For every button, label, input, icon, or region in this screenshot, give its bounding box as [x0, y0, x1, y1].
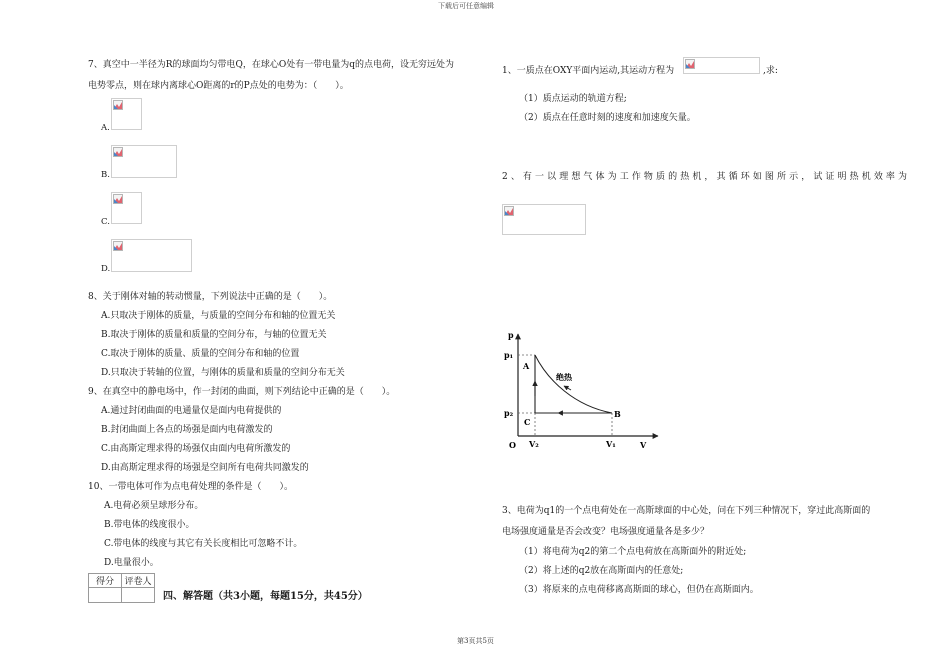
q10-option-b: B.带电体的线度很小。 [104, 520, 195, 530]
v-axis-label: V [640, 440, 647, 450]
q8-option-c: C.取决于刚体的质量、质量的空间分布和轴的位置 [101, 349, 300, 359]
q1-sub2: （2）质点在任意时刻的速度和加速度矢量。 [519, 113, 696, 123]
q7-option-b-label: B. [101, 170, 110, 180]
broken-image-icon [504, 206, 514, 216]
q7-option-a-formula-image [111, 98, 142, 130]
q3-stem-line1: 3、电荷为q1的一个点电荷处在一高斯球面的中心处，问在下列三种情况下，穿过此高斯面的 [502, 506, 871, 516]
q7-option-a-label: A. [101, 123, 110, 133]
adiabatic-curve [535, 355, 612, 413]
v1-label: V₁ [606, 439, 616, 449]
q3-stem-line2: 电场强度通量是否会改变？电场强度通量各是多少？ [502, 527, 710, 537]
pv-cycle-diagram [500, 326, 665, 454]
p1-label: p₁ [504, 350, 514, 360]
grader-cell-blank[interactable] [122, 588, 155, 603]
q7-option-b-formula-image [111, 145, 177, 178]
q1-sub1: （1）质点运动的轨道方程; [519, 94, 627, 104]
q10-option-d: D.电量很小。 [104, 558, 159, 568]
q3-sub3: （3）将原来的点电荷移离高斯面的球心，但仍在高斯面内。 [519, 585, 759, 595]
score-cell-blank[interactable] [89, 588, 122, 603]
q7-stem-line2: 电势零点，则在球内离球心O距离的r的P点处的电势为：（ ）。 [88, 81, 349, 91]
q7-option-d-label: D. [101, 264, 111, 274]
broken-image-icon [685, 59, 695, 69]
q10-option-a: A.电荷必须呈球形分布。 [104, 501, 204, 511]
grader-cell-label: 评卷人 [122, 574, 155, 588]
q9-option-c: C.由高斯定理求得的场强仅由面内电荷所激发的 [101, 444, 291, 454]
broken-image-icon [113, 147, 123, 157]
q7-option-c-formula-image [111, 192, 142, 224]
q9-option-d: D.由高斯定理求得的场强是空间所有电荷共同激发的 [101, 463, 309, 473]
q3-sub1: （1）将电荷为q2的第二个点电荷放在高斯面外的附近处; [519, 547, 747, 557]
section-heading: 四、解答题（共3小题，每题15分，共45分） [163, 591, 368, 602]
point-c-label: C [524, 417, 531, 427]
score-cell-label: 得分 [89, 574, 122, 588]
origin-label: O [509, 440, 516, 450]
broken-image-icon [113, 194, 123, 204]
v2-label: V₂ [529, 439, 539, 449]
adiabatic-label: 绝热 [556, 373, 572, 382]
q10-stem: 10、一带电体可作为点电荷处理的条件是（ ）。 [88, 482, 293, 492]
q7-option-c-label: C. [101, 217, 110, 227]
q8-option-b: B.取决于刚体的质量和质量的空间分布，与轴的位置无关 [101, 330, 327, 340]
q10-option-c: C.带电体的线度与其它有关长度相比可忽略不计。 [104, 539, 303, 549]
score-table [88, 573, 155, 603]
page-footer: 第3页共5页 [457, 637, 494, 645]
p-axis-label: p [508, 330, 514, 340]
point-a-label: A [523, 361, 530, 371]
q2-stem: 2、有一以理想气体为工作物质的热机，其循环如图所示，试证明热机效率为 [502, 172, 911, 182]
q7-option-d-formula-image [111, 239, 192, 272]
q9-option-a: A.通过封闭曲面的电通量仅是面内电荷提供的 [101, 406, 282, 416]
q1-stem-part1: 1、一质点在OXY平面内运动,其运动方程为 [502, 66, 675, 76]
q9-stem: 9、在真空中的静电场中，作一封闭的曲面，则下列结论中正确的是（ ）。 [88, 387, 396, 397]
q8-option-d: D.只取决于转轴的位置，与刚体的质量和质量的空间分布无关 [101, 368, 345, 378]
q3-sub2: （2）将上述的q2放在高斯面内的任意处; [519, 566, 684, 576]
q1-stem-part2: ,求: [763, 66, 778, 76]
q8-stem: 8、关于刚体对轴的转动惯量，下列说法中正确的是（ ）。 [88, 292, 333, 302]
q8-option-a: A.只取决于刚体的质量，与质量的空间分布和轴的位置无关 [101, 311, 336, 321]
q9-option-b: B.封闭曲面上各点的场强是面内电荷激发的 [101, 425, 273, 435]
q7-stem-line1: 7、真空中一半径为R的球面均匀带电Q，在球心O处有一带电量为q的点电荷，设无穷远处为 [88, 60, 455, 70]
q1-equation-image [683, 57, 760, 74]
broken-image-icon [113, 241, 123, 251]
q2-efficiency-formula-image [502, 204, 586, 235]
page-header: 下载后可任意编辑 [438, 2, 494, 10]
p2-label: p₂ [504, 408, 514, 418]
broken-image-icon [113, 100, 123, 110]
adiabatic-direction-arrow [564, 386, 571, 390]
point-b-label: B [614, 409, 621, 419]
